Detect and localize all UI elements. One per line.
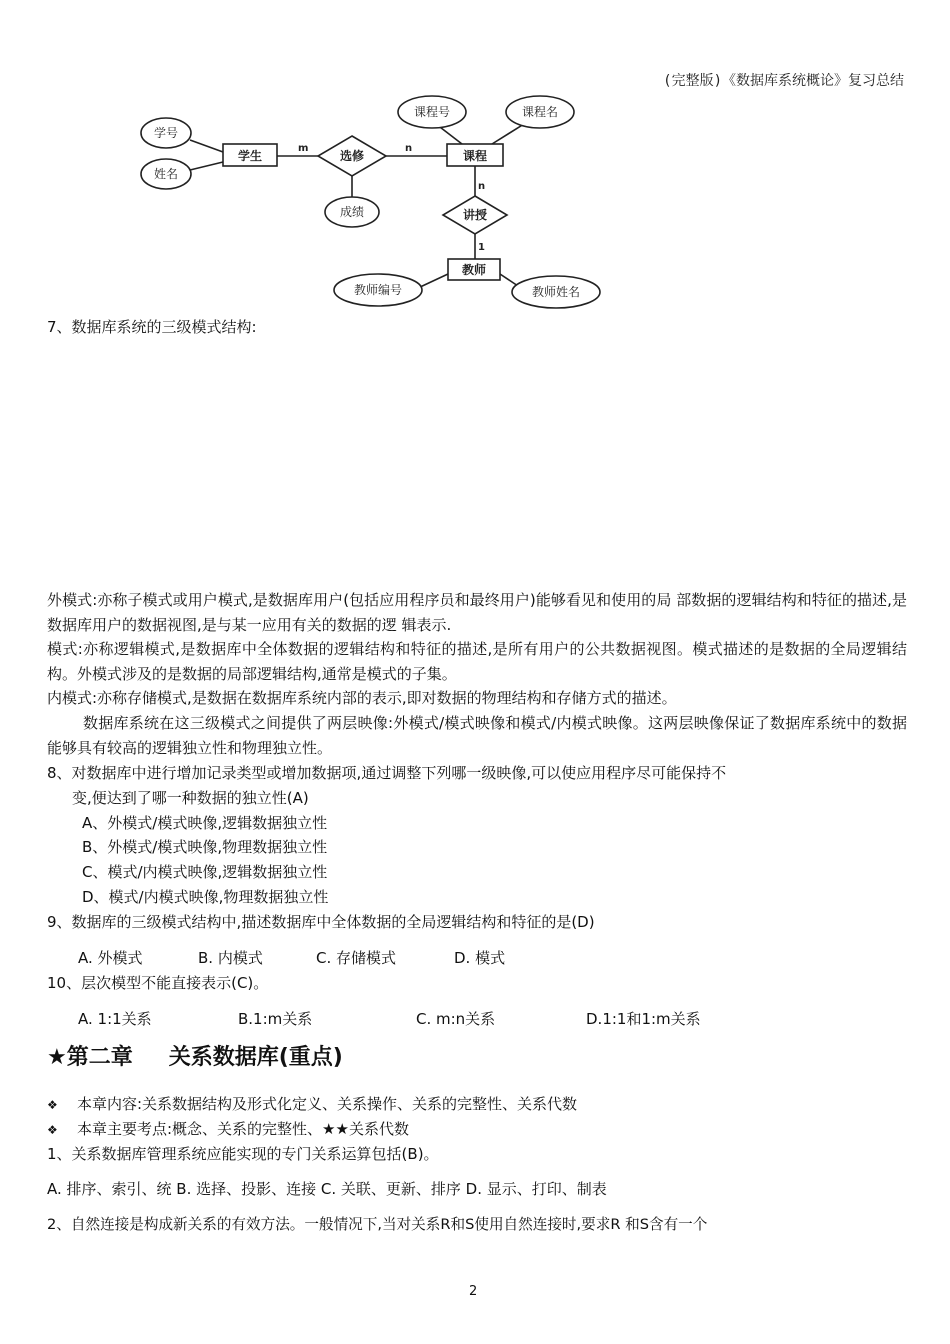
label-grade: 成绩 [339,205,365,219]
edge-student-name [190,162,223,170]
label-teacher: 教师 [461,263,487,277]
label-student: 学生 [237,149,263,163]
page-header: (完整版)《数据库系统概论》复习总结 [663,73,904,89]
card-student-side: m [298,143,309,154]
bullet-item [47,1118,409,1141]
label-course-name: 课程名 [521,105,559,119]
edge-student-no [190,140,223,152]
edge-course-name [492,124,524,144]
bullet-text: 本章主要考点:概念、关系的完整性、★★关系代数 [77,1120,409,1138]
page-number: 2 [469,1284,478,1299]
q1-options: A. 排序、索引、统 B. 选择、投影、连接 C. 关联、更新、排序 D. 显示、打印、制表 [47,1180,607,1198]
q10-question: 10、层次模型不能直接表示(C)。 [47,974,269,992]
q7-heading: 7、数据库系统的三级模式结构: [47,318,257,336]
label-teach: 讲授 [462,208,488,222]
q9-option-a: A. 外模式 [78,949,143,967]
q9-option-c: C. 存储模式 [316,949,397,967]
er-diagram [0,0,950,320]
mapping-paragraph: 数据库系统在这三级模式之间提供了两层映像:外模式/模式映像和模式/内模式映像。这两层映像保证了数据库系统中的数据能够具有较高的逻辑独立性和物理独立性。 [47,714,907,757]
card-teacher-teach: 1 [478,242,485,253]
q8-option-c: C、模式/内模式映像,逻辑数据独立性 [82,863,328,881]
q10-option-b: B.1:m关系 [238,1010,313,1028]
q8-option-a: A、外模式/模式映像,逻辑数据独立性 [82,814,328,832]
label-teacher-no: 教师编号 [353,283,403,297]
edge-teacher-name [500,274,518,286]
label-teacher-name: 教师姓名 [531,285,581,299]
internal-schema-paragraph: 内模式:亦称存储模式,是数据在数据库系统内部的表示,即对数据的物理结构和存储方式的描述。 [47,689,677,707]
q10-options [78,1008,701,1030]
q10-option-a: A. 1:1关系 [78,1010,152,1028]
chapter-heading [47,1040,343,1071]
label-enroll: 选修 [339,149,365,163]
label-course: 课程 [462,149,488,163]
q10-option-c: C. m:n关系 [416,1010,496,1028]
label-student-name: 姓名 [153,167,179,181]
q8-line2: 变,便达到了哪一种数据的独立性(A) [72,789,309,807]
edge-teacher-no [418,274,448,288]
bullet-icon: ❖ [47,1123,58,1137]
label-student-no: 学号 [153,126,179,140]
card-course-teach: n [478,181,486,192]
bullet-icon: ❖ [47,1098,58,1112]
q9-options [78,947,505,969]
q8-option-b: B、外模式/模式映像,物理数据独立性 [82,838,328,856]
q9-option-b: B. 内模式 [198,949,263,967]
label-course-no: 课程号 [413,105,451,119]
q1-question: 1、关系数据库管理系统应能实现的专门关系运算包括(B)。 [47,1145,439,1163]
chapter-number: ★第二章 [47,1045,133,1070]
q8-line1: 8、对数据库中进行增加记录类型或增加数据项,通过调整下列哪一级映像,可以使应用程序尽可能保持不 [47,764,727,782]
bullet-item [47,1093,577,1116]
bullet-text: 本章内容:关系数据结构及形式化定义、关系操作、关系的完整性、关系代数 [77,1095,578,1113]
schema-paragraph: 模式:亦称逻辑模式,是数据库中全体数据的逻辑结构和特征的描述,是所有用户的公共数据视图。模式描述的是数据的全局逻辑结构。外模式涉及的是数据的局部逻辑结构,通常是模式的子集。 [47,640,907,683]
q8-option-d: D、模式/内模式映像,物理数据独立性 [82,888,329,906]
q9-question: 9、数据库的三级模式结构中,描述数据库中全体数据的全局逻辑结构和特征的是(D) [47,913,595,931]
card-course-side: n [405,143,413,154]
q9-option-d: D. 模式 [454,949,506,967]
q2-question: 2、自然连接是构成新关系的有效方法。一般情况下,当对关系R和S使用自然连接时,要求R 和S含有一个 [47,1216,708,1233]
chapter-title: 关系数据库(重点) [168,1045,343,1070]
external-schema-paragraph: 外模式:亦称子模式或用户模式,是数据库用户(包括应用程序员和最终用户)能够看见和使用的局 部数据的逻辑结构和特征的描述,是数据库用户的数据视图,是与某一应用有关的数据的逻 辑表示. [47,591,907,634]
q10-option-d: D.1:1和1:m关系 [586,1010,701,1028]
